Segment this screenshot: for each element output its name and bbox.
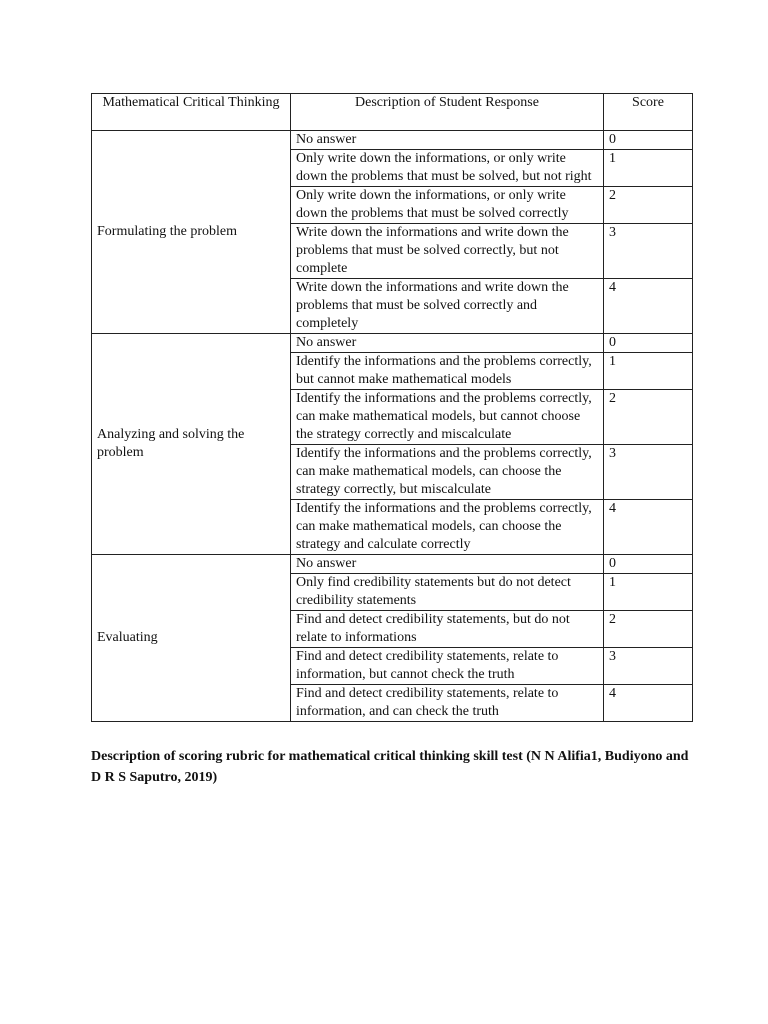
description-cell: Write down the informations and write down the problems that must be solved correctly and completely: [291, 279, 604, 334]
table-row: [92, 555, 693, 574]
description-cell: Identify the informations and the problems correctly, can make mathematical models, can choose the strategy and calculate correctly: [291, 500, 604, 555]
score-cell: 3: [604, 445, 693, 500]
score-cell: 2: [604, 390, 693, 445]
description-cell: Find and detect credibility statements, relate to information, and can check the truth: [291, 685, 604, 722]
score-cell: 4: [604, 279, 693, 334]
header-score: Score: [604, 94, 693, 131]
score-cell: 1: [604, 150, 693, 187]
score-cell: 2: [604, 187, 693, 224]
score-cell: 4: [604, 500, 693, 555]
header-description: Description of Student Response: [291, 94, 604, 131]
description-cell: No answer: [291, 131, 604, 150]
description-cell: Identify the informations and the problems correctly, can make mathematical models, but cannot choose the strategy correctly and miscalculate: [291, 390, 604, 445]
criterion-cell: Analyzing and solving the problem: [92, 334, 291, 555]
description-cell: Write down the informations and write down the problems that must be solved correctly, but not complete: [291, 224, 604, 279]
table-caption: Description of scoring rubric for mathematical critical thinking skill test (N N Alifia1, Budiyono and D R S Saputro, 2019): [91, 749, 689, 785]
description-cell: No answer: [291, 334, 604, 353]
description-cell: Identify the informations and the problems correctly, can make mathematical models, can choose the strategy correctly, but miscalculate: [291, 445, 604, 500]
score-cell: 0: [604, 334, 693, 353]
description-cell: Find and detect credibility statements, relate to information, but cannot check the truth: [291, 648, 604, 685]
score-cell: 4: [604, 685, 693, 722]
description-cell: Find and detect credibility statements, but do not relate to informations: [291, 611, 604, 648]
table-row: [92, 131, 693, 150]
description-cell: Only write down the informations, or only write down the problems that must be solved, but not right: [291, 150, 604, 187]
score-cell: 0: [604, 555, 693, 574]
score-cell: 3: [604, 224, 693, 279]
description-cell: Identify the informations and the problems correctly, but cannot make mathematical models: [291, 353, 604, 390]
score-cell: 1: [604, 353, 693, 390]
score-cell: 0: [604, 131, 693, 150]
description-cell: No answer: [291, 555, 604, 574]
header-criterion: Mathematical Critical Thinking: [92, 94, 291, 131]
description-cell: Only write down the informations, or only write down the problems that must be solved correctly: [291, 187, 604, 224]
score-cell: 1: [604, 574, 693, 611]
rubric-table: [91, 93, 693, 722]
criterion-cell: Evaluating: [92, 555, 291, 722]
table-row: [92, 334, 693, 353]
description-cell: Only find credibility statements but do not detect credibility statements: [291, 574, 604, 611]
table-header-row: [92, 94, 693, 131]
score-cell: 3: [604, 648, 693, 685]
criterion-cell: Formulating the problem: [92, 131, 291, 334]
score-cell: 2: [604, 611, 693, 648]
